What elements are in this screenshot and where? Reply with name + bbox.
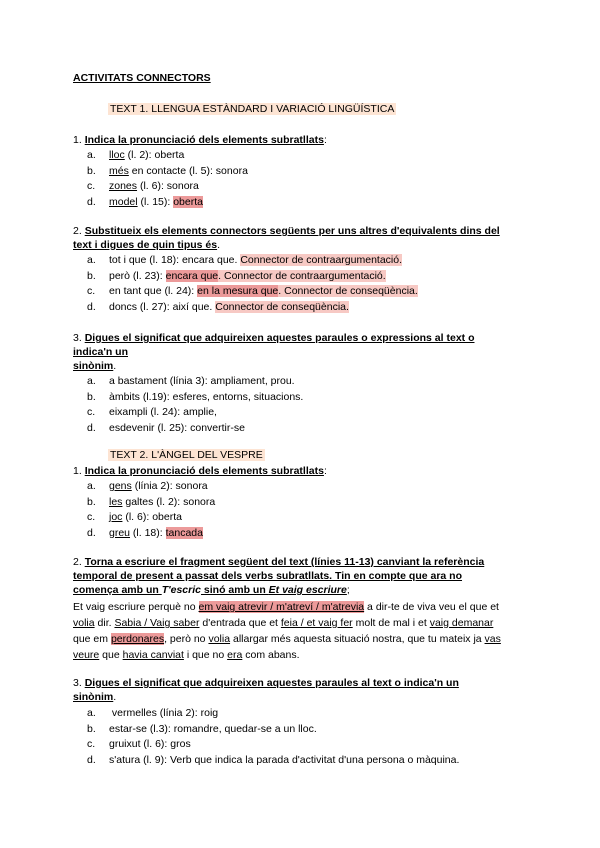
list-item (87, 269, 547, 285)
highlighted-answer: tancada (165, 526, 203, 539)
q-number: 2. (73, 556, 82, 568)
item-label: d. (87, 526, 96, 539)
underlined-verb: feia / et vaig fer (280, 617, 353, 629)
item-label: c. (87, 180, 96, 192)
item-label: b. (87, 390, 96, 403)
highlighted-answer: Connector de contraargumentació. (240, 254, 403, 266)
list-item (87, 390, 547, 406)
list-item (87, 753, 547, 769)
q-tail: : (323, 134, 327, 146)
list-item (87, 195, 547, 211)
list-item (87, 284, 547, 300)
item-label: a. (87, 149, 96, 161)
item-label: a. (87, 480, 96, 492)
item-head: joc (109, 511, 123, 523)
highlighted-answer: en la mesura que (197, 285, 279, 297)
item-ref: (l. 6): oberta (122, 511, 182, 523)
text1-q3-list (87, 374, 547, 436)
q-emphasis: Et vaig escriure (268, 584, 347, 596)
item-head: zones (109, 180, 138, 192)
highlighted-answer: perdonares (110, 633, 165, 645)
text2-q3-prompt (73, 676, 533, 704)
q-prompt: sinònim (73, 691, 114, 703)
item-label: d. (87, 753, 96, 766)
item-head: lloc (109, 149, 125, 161)
item-label: d. (87, 300, 96, 313)
list-item (87, 421, 547, 437)
q-prompt: Substitueix els elements connectors següents per uns altres d'equivalents dins del (84, 225, 500, 237)
highlighted-answer: . Connector de contraargumentació. (218, 269, 386, 282)
text2-q2-answer-paragraph: Et vaig escriure perquè no em vaig atrevir / m'atreví / m'atrevia a dir-te de viva veu el que et volia dir. Sabia / Vaig saber d'entrada que et feia / et vaig fer molt de mal i et vaig demanar que em perdonares, però no volia allargar més aquesta situació nostra, que tu mateix ja vas veure que havia canviat i que no era com abans. (73, 601, 501, 661)
item-label: c. (87, 285, 96, 297)
q-tail: . (113, 691, 117, 703)
item-head: més (109, 164, 129, 177)
highlighted-answer: oberta (173, 195, 203, 208)
item-label: a. (87, 707, 96, 719)
item-text: esdevenir (l. 25): convertir-se (109, 421, 245, 434)
underlined-verb: volia (208, 633, 231, 645)
list-item (87, 722, 547, 738)
text1-q2-prompt (73, 224, 533, 252)
item-head: gens (109, 480, 132, 492)
text1-q2-list (87, 253, 547, 315)
q-prompt: Indica la pronunciació dels elements subratllats (84, 134, 324, 146)
list-item (87, 148, 547, 164)
underlined-verb: volia (73, 617, 95, 629)
q-number: 1. (73, 465, 82, 477)
highlighted-answer: . Connector de conseqüència. (278, 285, 418, 297)
q-tail: . (113, 360, 117, 372)
item-ref: (l. 6): sonora (137, 180, 199, 192)
text1-q1-prompt (73, 133, 533, 147)
q-prompt: temporal de present a passat dels verbs subratllats. Tin en compte que ara no (73, 570, 463, 582)
item-label: d. (87, 195, 96, 208)
list-item (87, 300, 547, 316)
item-ref: (l. 15): (137, 195, 174, 208)
highlighted-answer: encara que (165, 269, 219, 282)
item-label: d. (87, 421, 96, 434)
item-text: tot i que (l. 18): encara que. (109, 254, 241, 266)
q-prompt: Torna a escriure el fragment següent del text (línies 11-13) canviant la referència (84, 556, 485, 568)
page-title: ACTIVITATS CONNECTORS (73, 72, 211, 84)
item-text: estar-se (l.3): romandre, quedar-se a un lloc. (109, 722, 317, 735)
q-tail: . (217, 239, 221, 251)
item-label: c. (87, 511, 96, 523)
item-label: b. (87, 722, 96, 735)
highlighted-answer: em vaig atrevir / m'atreví / m'atrevia (198, 601, 365, 613)
item-label: c. (87, 738, 96, 750)
item-head: model (109, 195, 138, 208)
text1-heading: TEXT 1. LLENGUA ESTÀNDARD I VARIACIÓ LINGÜÍSTICA (110, 103, 395, 115)
q-prompt: Indica la pronunciació dels elements subratllats (84, 465, 324, 477)
item-text: gruixut (l. 6): gros (109, 738, 191, 750)
underlined-verb: era (227, 649, 243, 661)
list-item (87, 706, 547, 722)
list-item (87, 479, 547, 495)
q-number: 3. (73, 332, 82, 344)
item-text: en tant que (l. 24): (109, 285, 198, 297)
underlined-verb: vaig demanar (429, 617, 494, 629)
q-number: 1. (73, 134, 82, 146)
item-label: c. (87, 406, 96, 418)
item-text: doncs (l. 27): així que. (109, 300, 216, 313)
highlighted-answer: Connector de conseqüència. (215, 300, 349, 313)
q-emphasis: T'escric (161, 584, 201, 596)
text2-q3-list (87, 706, 547, 768)
item-label: b. (87, 495, 96, 508)
q-prompt: Digues el significat que adquireixen aquestes paraules al text o indica'n un (84, 677, 459, 689)
text2-q1-prompt (73, 464, 533, 478)
underlined-verb: Sabia / Vaig saber (114, 617, 200, 629)
q-prompt: text i digues de quin tipus és (73, 239, 218, 251)
q-prompt: sinònim (73, 360, 114, 372)
item-ref: (l. 2): oberta (124, 149, 185, 161)
item-text: però (l. 23): (109, 269, 166, 282)
list-item (87, 374, 547, 390)
item-text: a bastament (línia 3): ampliament, prou. (109, 375, 295, 387)
item-ref: galtes (l. 2): sonora (122, 495, 216, 508)
q-tail: ; (346, 584, 350, 596)
list-item (87, 179, 547, 195)
text1-q3-prompt (73, 331, 533, 373)
underlined-verb: vas (484, 633, 501, 645)
list-item (87, 526, 547, 542)
q-number: 3. (73, 677, 82, 689)
q-tail: : (323, 465, 327, 477)
list-item (87, 405, 547, 421)
item-ref: (línia 2): sonora (131, 480, 208, 492)
q-prompt: sinó amb un (200, 584, 269, 596)
text1-q1-list (87, 148, 547, 210)
item-text: eixampli (l. 24): amplie, (109, 406, 217, 418)
underlined-verb: havia canviat (122, 649, 184, 661)
text2-q2-prompt (73, 555, 533, 597)
list-item (87, 510, 547, 526)
q-prompt: indica'n un (73, 346, 128, 358)
list-item (87, 737, 547, 753)
item-text: àmbits (l.19): esferes, entorns, situacions. (109, 390, 304, 403)
item-label: b. (87, 269, 96, 282)
underlined-verb: veure (73, 649, 100, 661)
item-label: a. (87, 375, 96, 387)
text2-heading: TEXT 2. L'ÀNGEL DEL VESPRE (110, 449, 263, 461)
item-ref: en contacte (l. 5): sonora (128, 164, 248, 177)
list-item (87, 495, 547, 511)
q-number: 2. (73, 225, 82, 237)
q-prompt: Digues el significat que adquireixen aquestes paraules o expressions al text o (84, 332, 475, 344)
list-item (87, 253, 547, 269)
list-item (87, 164, 547, 180)
item-text: s'atura (l. 9): Verb que indica la parada d'activitat d'una persona o màquina. (109, 753, 460, 766)
item-label: a. (87, 254, 96, 266)
item-label: b. (87, 164, 96, 177)
item-head: greu (109, 526, 131, 539)
item-text: vermelles (línia 2): roig (109, 707, 219, 719)
text2-q1-list (87, 479, 547, 541)
item-head: les (109, 495, 123, 508)
q-prompt: comença amb un (73, 584, 162, 596)
item-ref: (l. 18): (130, 526, 166, 539)
